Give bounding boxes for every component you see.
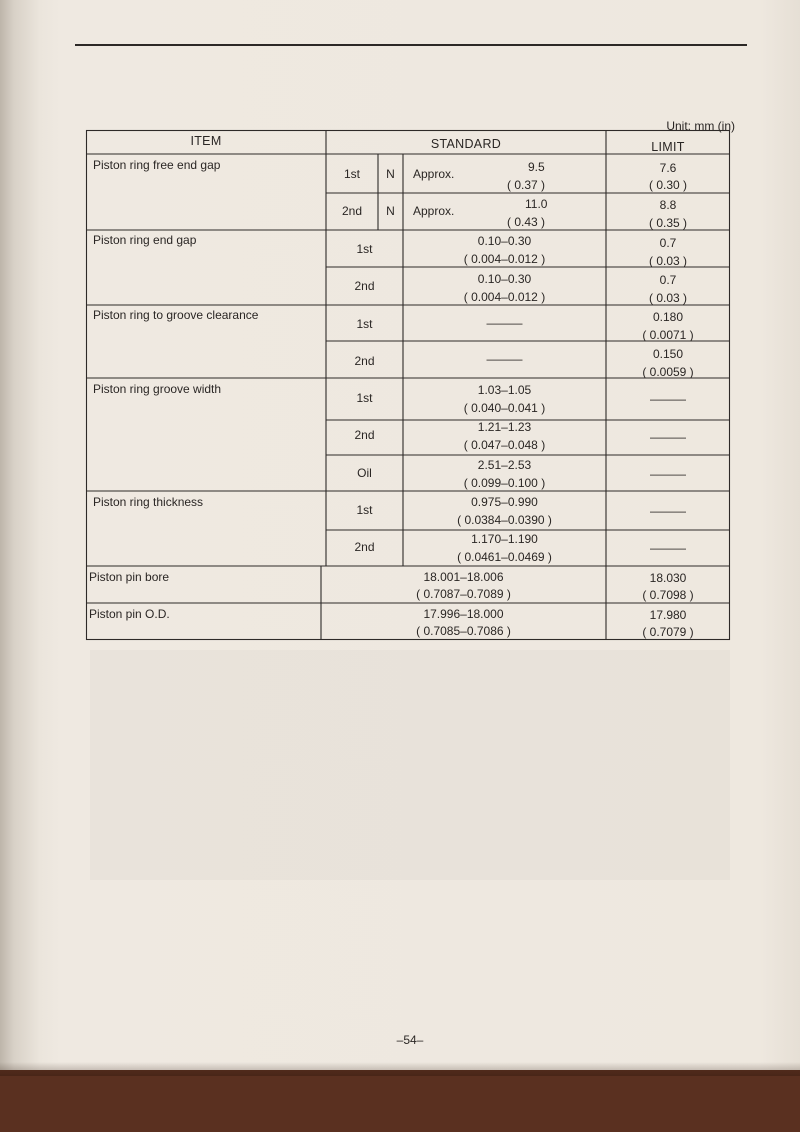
limit-in: ( 0.35 )	[648, 216, 687, 230]
std-dash: ———	[486, 316, 523, 330]
page-number: –54–	[396, 1033, 424, 1047]
header-item: ITEM	[190, 134, 222, 148]
limit-dash: ———	[650, 467, 686, 481]
limit-in: ( 0.7079 )	[642, 625, 694, 639]
std-mm: 11.0	[525, 197, 548, 211]
item-pin-od: Piston pin O.D.	[89, 607, 170, 621]
item-pin-bore: Piston pin bore	[89, 570, 170, 584]
std-in: ( 0.004–0.012 )	[463, 290, 546, 304]
limit-in: ( 0.7098 )	[642, 588, 694, 602]
item-thickness: Piston ring thickness	[93, 495, 204, 509]
std-mm: 1.21–1.23	[477, 420, 532, 434]
ring-label: 1st	[343, 167, 360, 181]
ring-label: 2nd	[354, 354, 375, 368]
limit-in: ( 0.30 )	[648, 178, 687, 192]
std-mm: 0.10–0.30	[477, 234, 532, 248]
ring-label: 2nd	[341, 204, 363, 218]
std-mm: 1.03–1.05	[477, 383, 532, 397]
item-groove-width: Piston ring groove width	[93, 382, 222, 396]
std-mm: 1.170–1.190	[471, 532, 538, 546]
std-in: ( 0.040–0.041 )	[463, 401, 546, 415]
limit-dash: ———	[650, 392, 686, 406]
ring-label: 2nd	[354, 279, 375, 293]
limit-mm: 0.150	[652, 347, 684, 361]
std-in: ( 0.37 )	[507, 178, 546, 192]
limit-mm: 0.7	[659, 236, 677, 250]
std-in: ( 0.099–0.100 )	[463, 476, 546, 490]
limit-mm: 8.8	[659, 198, 677, 212]
std-mm: 17.996–18.000	[423, 607, 504, 621]
std-in: ( 0.7085–0.7086 )	[416, 624, 511, 638]
std-mm: 9.5	[528, 160, 545, 174]
limit-mm: 17.980	[649, 608, 687, 622]
limit-mm: 7.6	[659, 161, 677, 175]
limit-dash: ———	[650, 430, 686, 444]
limit-in: ( 0.03 )	[648, 254, 687, 268]
ring-code: N	[386, 204, 395, 218]
ring-label: 1st	[356, 503, 373, 517]
limit-dash: ———	[650, 541, 686, 555]
std-in: ( 0.047–0.048 )	[463, 438, 546, 452]
limit-in: ( 0.0059 )	[642, 365, 694, 379]
std-mm: 0.10–0.30	[477, 272, 532, 286]
approx-label: Approx.	[413, 204, 455, 218]
limit-dash: ———	[650, 504, 686, 518]
header-limit: LIMIT	[651, 140, 685, 154]
approx-label: Approx.	[413, 167, 455, 181]
std-mm: 18.001–18.006	[423, 570, 504, 584]
ring-label: 1st	[356, 317, 373, 331]
std-in: ( 0.0461–0.0469 )	[457, 550, 552, 564]
limit-mm: 18.030	[649, 571, 687, 585]
header-standard: STANDARD	[430, 137, 502, 151]
std-in: ( 0.7087–0.7089 )	[416, 587, 511, 601]
ring-label: 1st	[356, 391, 373, 405]
std-dash: ———	[486, 352, 523, 366]
std-in: ( 0.43 )	[507, 215, 546, 229]
limit-mm: 0.7	[659, 273, 677, 287]
ring-label: 1st	[356, 242, 373, 256]
std-in: ( 0.004–0.012 )	[463, 252, 546, 266]
limit-in: ( 0.0071 )	[642, 328, 694, 342]
ring-label: 2nd	[354, 540, 375, 554]
limit-mm: 0.180	[652, 310, 684, 324]
item-groove-clearance: Piston ring to groove clearance	[93, 308, 259, 322]
std-mm: 2.51–2.53	[477, 458, 532, 472]
ring-label: 2nd	[354, 428, 375, 442]
item-free-end-gap: Piston ring free end gap	[93, 158, 221, 172]
ring-label: Oil	[357, 466, 372, 480]
item-end-gap: Piston ring end gap	[93, 233, 197, 247]
ring-code: N	[386, 167, 395, 181]
std-mm: 0.975–0.990	[471, 495, 538, 509]
std-in: ( 0.0384–0.0390 )	[457, 513, 552, 527]
unit-label: Unit: mm (in)	[666, 119, 735, 133]
limit-in: ( 0.03 )	[648, 291, 687, 305]
